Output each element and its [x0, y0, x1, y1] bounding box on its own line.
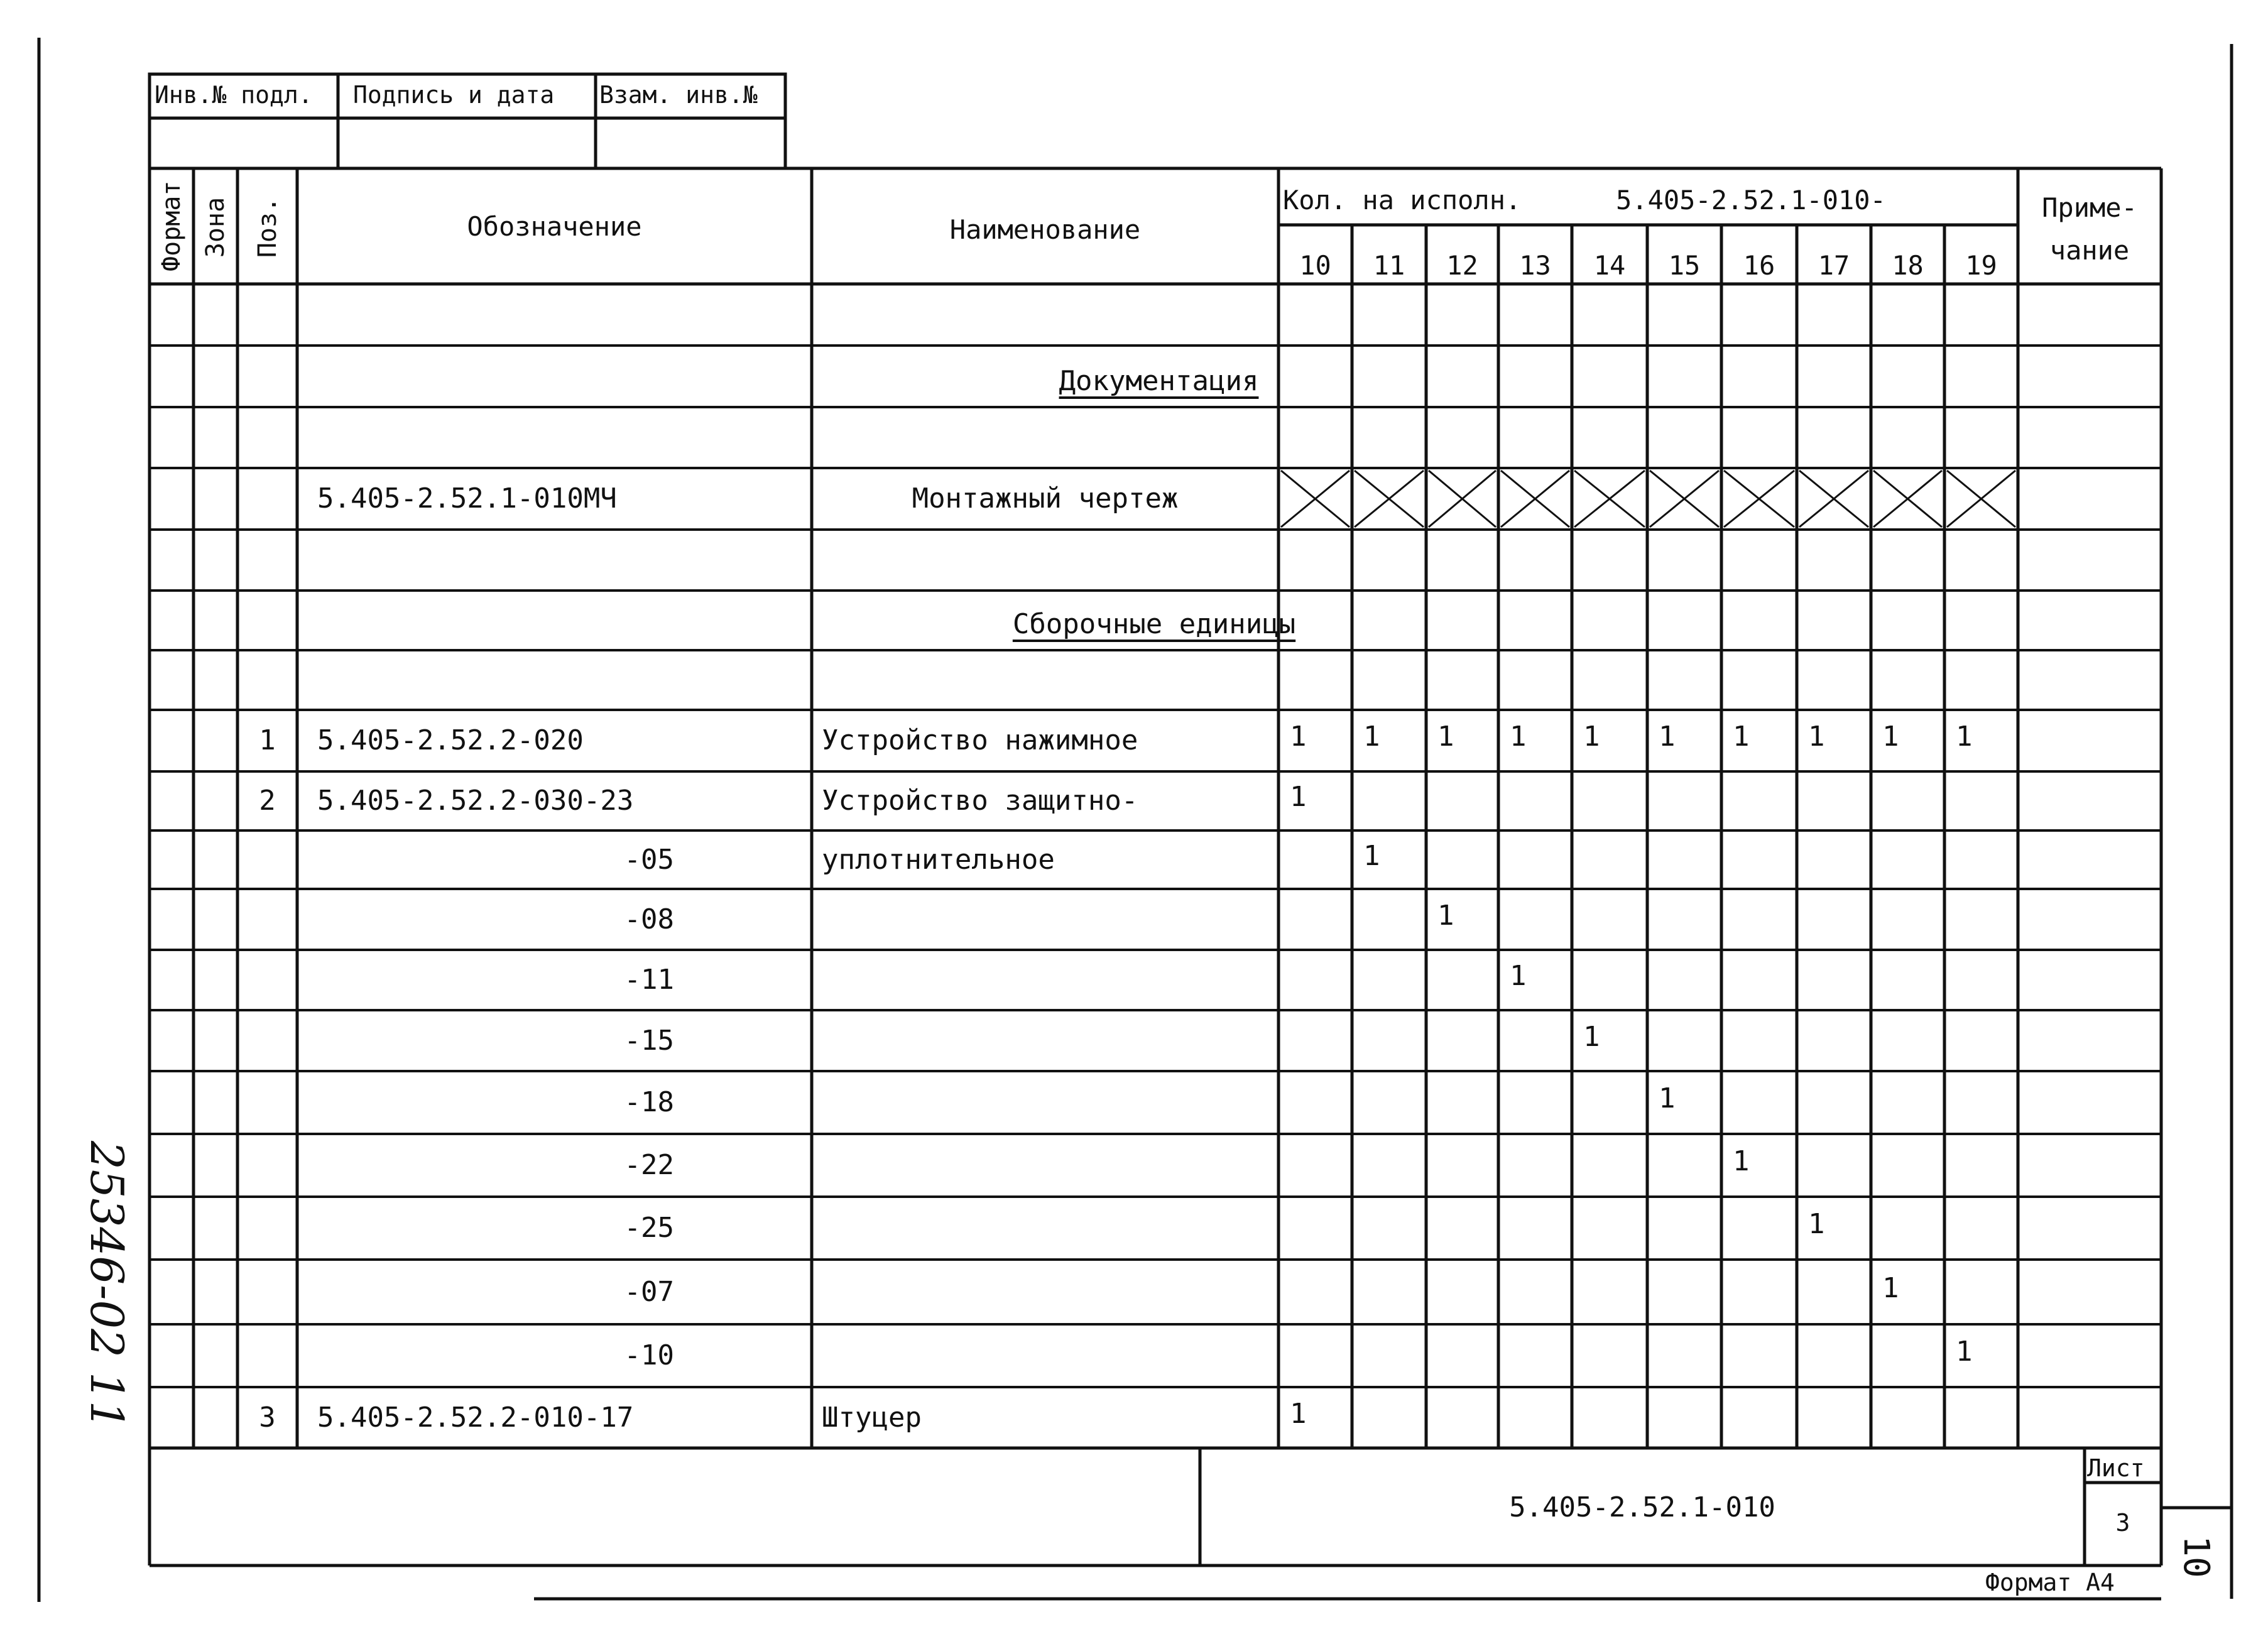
qty-column-header: 19: [1965, 250, 1997, 281]
qty-column-header: 13: [1519, 250, 1551, 281]
row-oboznachenie: -10: [624, 1339, 674, 1371]
qty-column-header: 14: [1593, 250, 1626, 281]
qty-column-header: 16: [1743, 250, 1775, 281]
row-qty: 1: [1956, 721, 1973, 753]
row-naimenovanie: Монтажный чертеж: [912, 482, 1179, 515]
qty-column-header: 15: [1668, 250, 1701, 281]
cross-mark: [1281, 471, 1349, 527]
row-qty: 1: [1437, 721, 1454, 753]
row-qty: 1: [1733, 1145, 1750, 1177]
row-naimenovanie: Устройство нажимное: [822, 724, 1138, 756]
row-oboznachenie: 5.405-2.52.2-030-23: [317, 785, 634, 817]
row-oboznachenie: 5.405-2.52.2-020: [317, 724, 584, 756]
row-naimenovanie: Штуцер: [822, 1401, 922, 1434]
section-documentation: Документация: [1059, 365, 1259, 397]
qty-column-header: 17: [1818, 250, 1850, 281]
row-oboznachenie: -25: [624, 1212, 674, 1244]
stamp-vzam-inv: Взам. инв.№: [599, 81, 758, 109]
cross-mark: [1355, 471, 1424, 527]
header-prim-2: чание: [2049, 235, 2130, 266]
header-naimenovanie: Наименование: [949, 214, 1141, 245]
row-naimenovanie: уплотнительное: [822, 843, 1055, 876]
row-qty: 1: [1290, 1397, 1307, 1430]
row-qty: 1: [1733, 721, 1750, 753]
qty-column-header: 12: [1446, 250, 1478, 281]
header-zona: Зона: [201, 197, 230, 258]
row-naimenovanie: Устройство защитно-: [822, 785, 1138, 817]
row-oboznachenie: 5.405-2.52.1-010МЧ: [317, 482, 617, 515]
row-qty: 1: [1882, 721, 1899, 753]
cross-mark: [1947, 471, 2015, 527]
row-oboznachenie: -08: [624, 903, 674, 935]
row-qty: 1: [1583, 721, 1600, 753]
row-qty: 1: [1583, 1020, 1600, 1053]
header-kol-label: Кол. на исполн.: [1283, 185, 1522, 215]
row-poz: 1: [259, 724, 276, 756]
row-qty: 1: [1659, 721, 1676, 753]
header-kol-code: 5.405-2.52.1-010-: [1616, 185, 1886, 215]
header-poz: Поз.: [253, 197, 282, 258]
cross-mark: [1429, 471, 1496, 527]
stamp-inv-podl: Инв.№ подл.: [155, 81, 313, 109]
row-oboznachenie: -18: [624, 1086, 674, 1118]
cross-mark: [1799, 471, 1868, 527]
cross-mark: [1724, 471, 1794, 527]
row-qty: 1: [1363, 721, 1380, 753]
row-qty: 1: [1808, 1208, 1825, 1240]
cross-mark: [1574, 471, 1645, 527]
cross-mark: [1501, 471, 1569, 527]
qty-column-header: 11: [1373, 250, 1405, 281]
row-qty: 1: [1659, 1082, 1676, 1114]
cross-mark: [1873, 471, 1942, 527]
header-oboznachenie: Обозначение: [467, 211, 642, 242]
row-poz: 3: [259, 1401, 276, 1434]
footer-page-corner: 10: [2176, 1535, 2216, 1578]
row-oboznachenie: 5.405-2.52.2-010-17: [317, 1401, 634, 1434]
cross-mark: [1650, 471, 1719, 527]
row-oboznachenie: -05: [624, 843, 674, 876]
footer-doc-code: 5.405-2.52.1-010: [1509, 1491, 1775, 1523]
stamp-podpis-data: Подпись и дата: [353, 81, 555, 109]
row-oboznachenie: -22: [624, 1149, 674, 1181]
qty-column-header: 18: [1892, 250, 1924, 281]
header-prim-1: Приме-: [2042, 192, 2137, 223]
row-qty: 1: [1808, 721, 1825, 753]
row-qty: 1: [1437, 899, 1454, 932]
footer-format-label: Формат А4: [1985, 1569, 2115, 1596]
row-qty: 1: [1956, 1336, 1973, 1368]
handwritten-archive-number: 25346-02 11: [80, 1141, 133, 1430]
row-qty: 1: [1882, 1271, 1899, 1304]
section-assembly-units: Сборочные единицы: [1012, 608, 1296, 640]
qty-column-header: 10: [1299, 250, 1331, 281]
header-format: Формат: [157, 180, 186, 271]
footer-list-label: Лист: [2087, 1454, 2145, 1482]
row-poz: 2: [259, 785, 276, 817]
row-oboznachenie: -07: [624, 1275, 674, 1308]
row-qty: 1: [1510, 721, 1527, 753]
row-oboznachenie: -11: [624, 964, 674, 996]
footer-list-number: 3: [2115, 1509, 2130, 1537]
row-oboznachenie: -15: [624, 1024, 674, 1057]
row-qty: 1: [1290, 781, 1307, 813]
row-qty: 1: [1290, 721, 1307, 753]
row-qty: 1: [1510, 960, 1527, 992]
row-qty: 1: [1363, 839, 1380, 872]
